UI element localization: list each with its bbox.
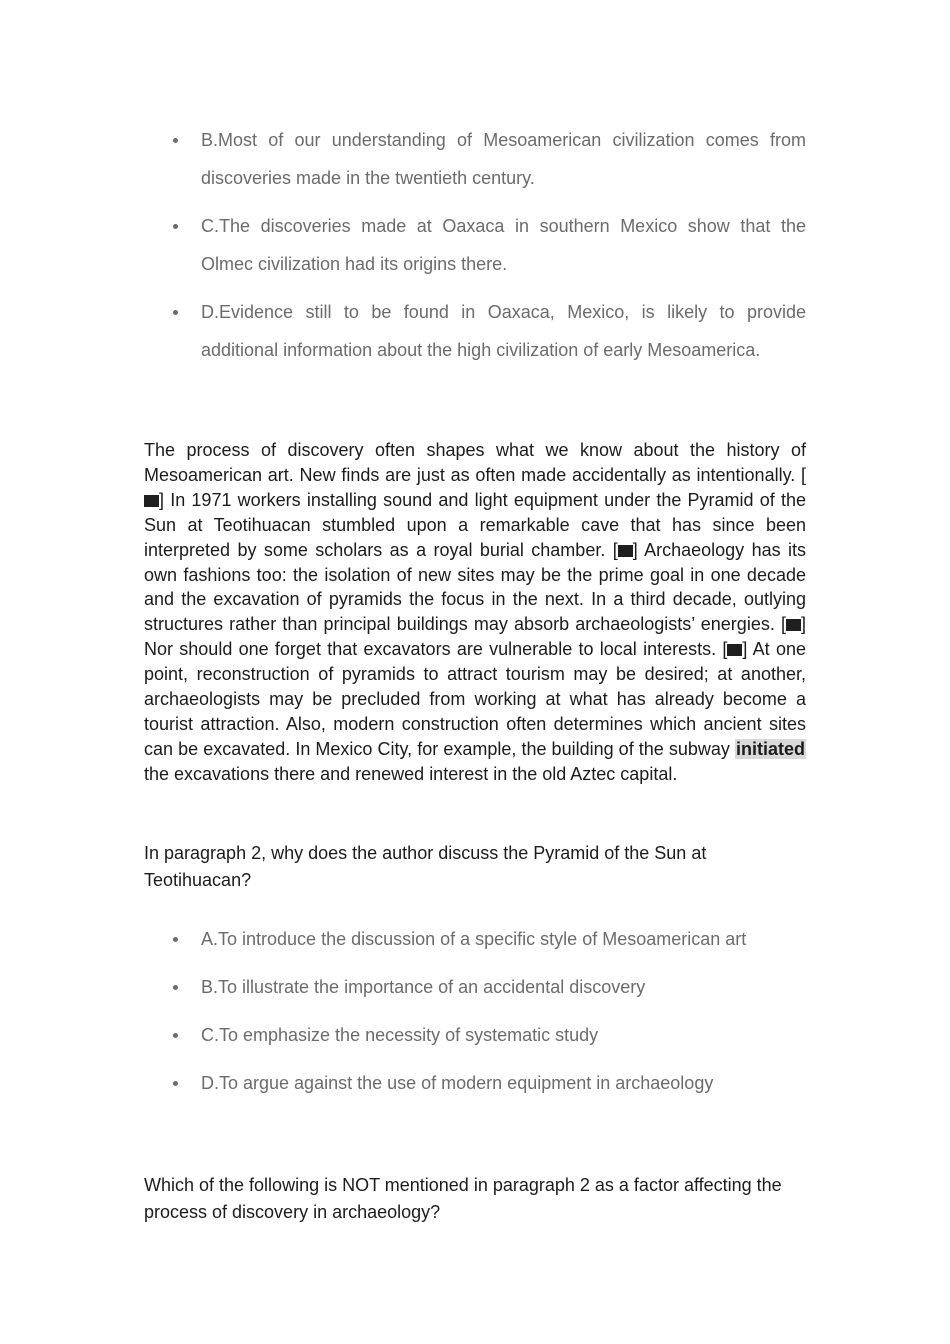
question-prompt-2: Which of the following is NOT mentioned in paragraph 2 as a factor affecting the process of discovery in archaeology? [144,1175,782,1222]
insert-square-marker-2[interactable] [618,545,633,557]
passage-text: The process of discovery often shapes what we know about the history of Mesoamerican art. New finds are just as often made accidentally as intentionally. [ [144,440,806,485]
passage-paragraph-2 [144,438,806,787]
insert-square-marker-4[interactable] [727,644,742,656]
passage-text: ] Archaeology has its own fashions too: the isolation of new sites may be the prime goal in one decade and the excavation of pyramids the focus in the next. In a third decade, outlying structures rather than principal buildings may absorb archaeologists’ energies. [ [144,539,806,635]
option-d[interactable]: D.To argue against the use of modern equipment in archaeology [201,1063,806,1103]
passage-text: ] In 1971 workers installing sound and light equipment under the Pyramid of the Sun at Teotihuacan stumbled upon a remarkable cave that has since been interpreted by some scholars as a royal burial chamber. [ [144,489,806,560]
question-prompt-1: In paragraph 2, why does the author discuss the Pyramid of the Sun at Teotihuacan? [144,843,707,890]
option-a[interactable]: A.To introduce the discussion of a specific style of Mesoamerican art [201,919,806,959]
insert-square-marker-1[interactable] [144,495,159,507]
option-c[interactable]: C.To emphasize the necessity of systematic study [201,1015,806,1055]
option-b[interactable]: B.Most of our understanding of Mesoamerican civilization comes from discoveries made in the twentieth century. [201,121,806,197]
passage-text: ] At one point, reconstruction of pyramids to attract tourism may be desired; at another, archaeologists may be precluded from working at what has already become a tourist attraction. Also, modern construction often determines which ancient sites can be excavated. In Mexico City, for example, the building of the subway [144,639,806,759]
answer-options-question-1 [0,919,950,1111]
option-d[interactable]: D.Evidence still to be found in Oaxaca, Mexico, is likely to provide additional information about the high civilization of early Mesoamerica. [201,293,806,369]
option-c[interactable]: C.The discoveries made at Oaxaca in southern Mexico show that the Olmec civilization had its origins there. [201,207,806,283]
answer-options-previous [0,121,950,379]
highlighted-word: initiated [735,738,805,759]
passage-text: the excavations there and renewed interest in the old Aztec capital. [144,763,678,784]
passage-text: ] Nor should one forget that excavators are vulnerable to local interests. [ [144,614,806,660]
insert-square-marker-3[interactable] [786,619,801,631]
option-b[interactable]: B.To illustrate the importance of an accidental discovery [201,967,806,1007]
